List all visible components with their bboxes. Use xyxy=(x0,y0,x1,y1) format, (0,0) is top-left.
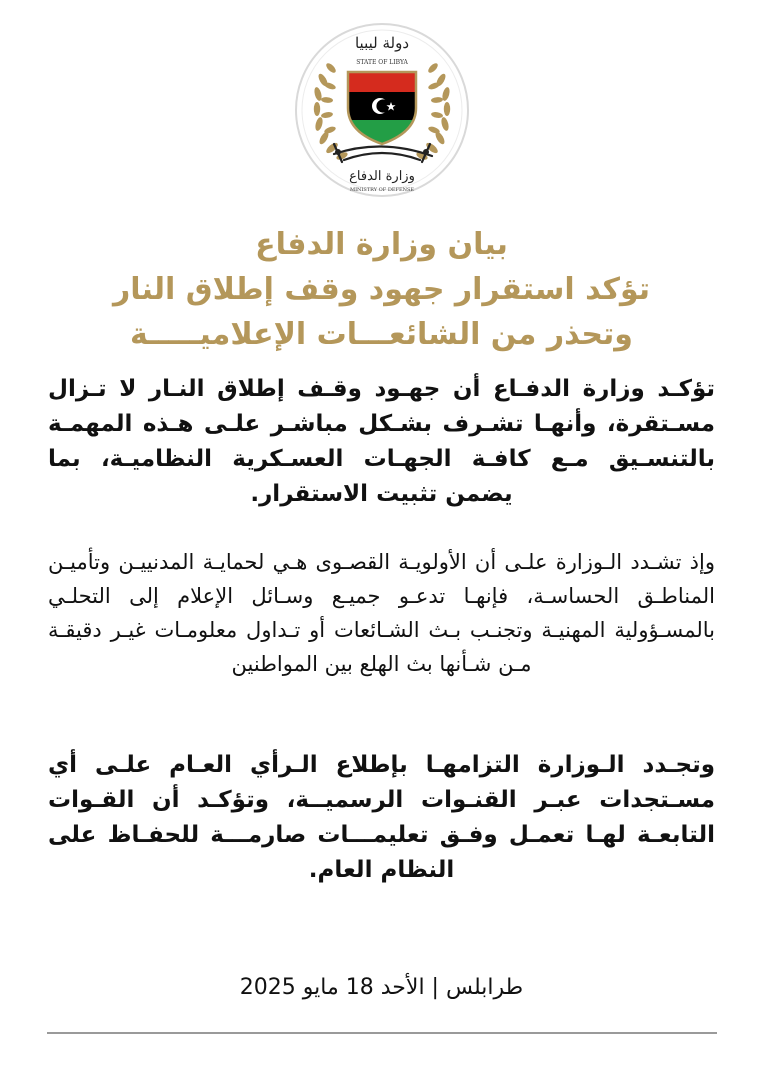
title-line-1: بيان وزارة الدفاع xyxy=(255,227,508,262)
emblem-arabic-bottom: وزارة الدفاع xyxy=(349,169,415,184)
title-line-3: وتحذر من الشائعـــات الإعلاميـــــة xyxy=(130,317,633,352)
ministry-emblem xyxy=(294,20,470,200)
emblem-english-top: STATE OF LIBYA xyxy=(356,59,408,66)
footer-divider xyxy=(47,1032,717,1034)
paragraph-3: وتجـدد الـوزارة التزامهـا بإطلاع الـرأي العـام علـى أي مسـتجدات عبـر القنـوات الرسميــة، وتؤكـد أن القـوات التابعـة لهـا تعمـل وفـق تعليمـــات صارمـــة للحفـاظ على النظام العام. xyxy=(48,752,715,883)
statement-title xyxy=(40,222,723,357)
title-line-2: تؤكد استقرار جهود وقف إطلاق النار xyxy=(112,272,651,307)
paragraph-2: وإذ تشـدد الـوزارة علـى أن الأولويـة القصـوى هـي لحمايـة المدنييـن وتأميـن المناطـق الحساسـة، فإنهـا تدعـو جميـع وسـائل الإعلام إلى التحلـي بالمسـؤولية المهنيـة وتجنـب بـث الشـائعات أو تـداول معلومـات غيـر دقيقـة مـن شـأنها بث الهلع بين المواطنين xyxy=(48,550,715,676)
paragraph-1: تؤكـد وزارة الدفـاع أن جهـود وقـف إطلاق النـار لا تـزال مسـتقرة، وأنهـا تشـرف بشـكل مباشـر علـى هـذه المهمـة بالتنسـيق مـع كافـة الجهـات العسـكرية النظاميـة، بما يضمن تثبيت الاستقرار. xyxy=(48,376,715,507)
emblem-english-bottom: MINISTRY OF DEFENSE xyxy=(349,187,415,193)
footer-date-location: طرابلس | الأحد 18 مايو 2025 xyxy=(239,975,524,1000)
emblem-arabic-top: دولة ليبيا xyxy=(354,34,410,52)
